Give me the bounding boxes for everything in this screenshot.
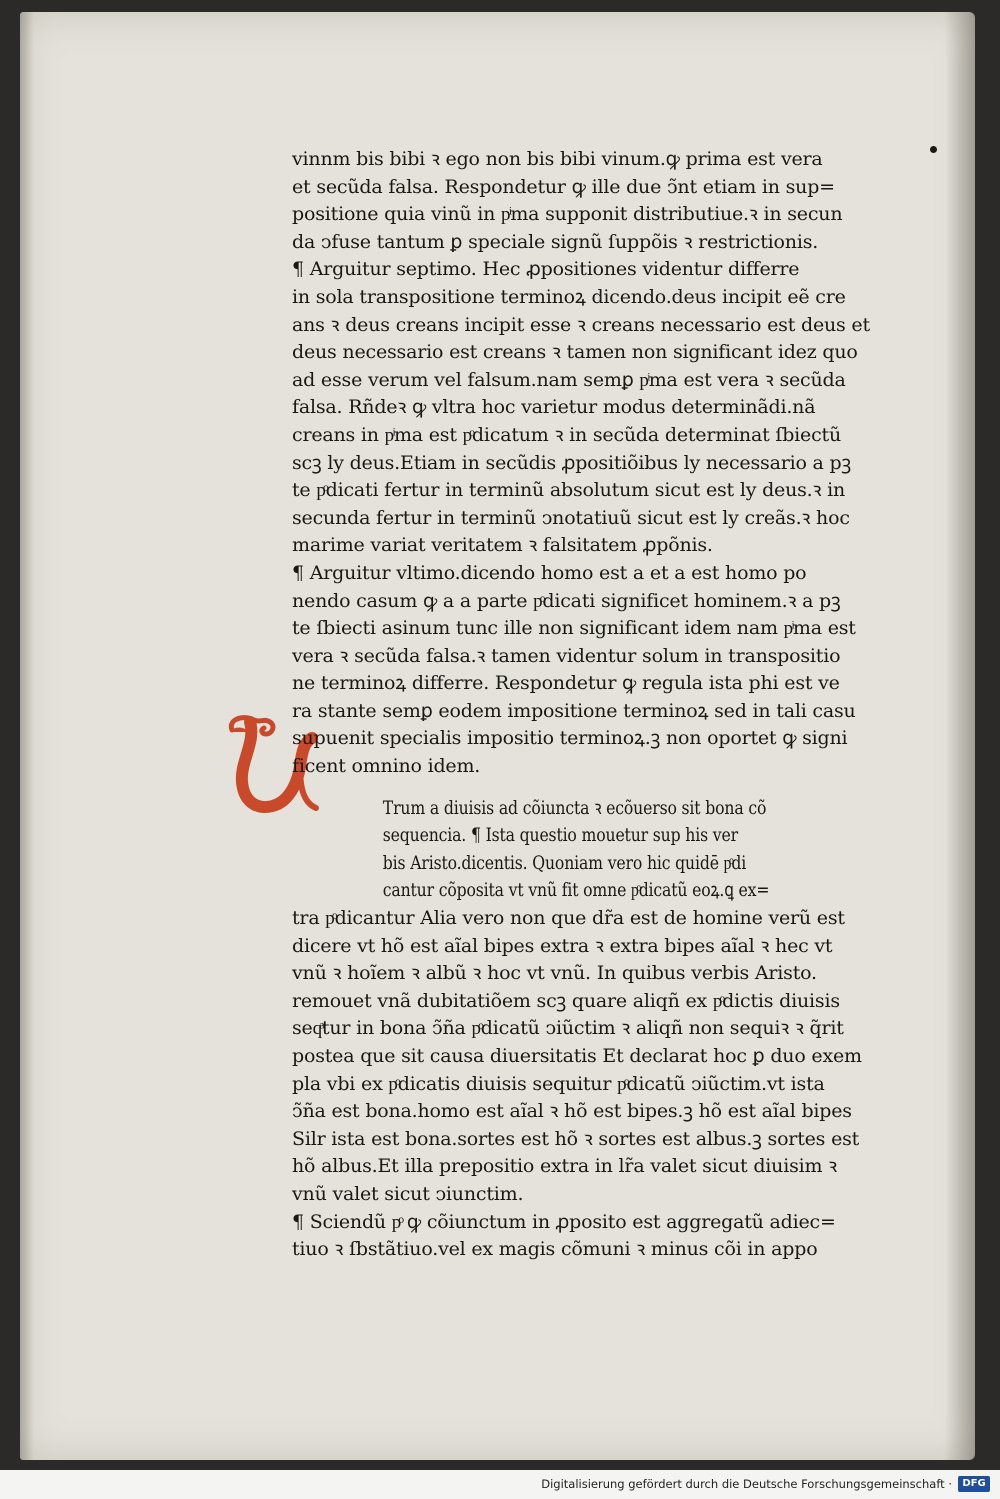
text-line: cantur cõposita vt vnũ fit omne pͦdicatũ eoꝝ.ꝗ ex=	[382, 879, 770, 902]
text-line: bis Aristo.dicentis. Quoniam vero hic quidē pͦdi	[382, 851, 747, 874]
text-line: te pͦdicati fertur in terminũ absolutum sicut est ly deus.ꝛ in	[292, 479, 846, 502]
page-gutter-shadow	[945, 12, 975, 1460]
text-line: vnũ ꝛ hoĩem ꝛ albũ ꝛ hoc vt vnũ. In quibus verbis Aristo.	[292, 962, 817, 985]
initial-letter: U	[238, 722, 239, 723]
text-line: supuenit specialis impositio terminoꝝ.ꝫ non oportet ꝙ signi	[292, 727, 848, 750]
text-line: creans in pͥma est pͦdicatum ꝛ in secũda determinat ſbiectũ	[292, 423, 841, 446]
text-line: ficent omnino idem.	[292, 755, 481, 778]
text-line: Trum a diuisis ad cõiuncta ꝛ ecõuerso sit bona cõ	[382, 796, 767, 819]
text-line: ¶ Arguitur vltimo.dicendo homo est a et a est homo po	[292, 561, 807, 584]
text-line: seqͣtur in bona ↄ̃ña pͦdicatũ ↄiũctim ꝛ aliqñ non sequiꝛ ꝛ q̃rit	[292, 1017, 844, 1040]
text-line: ↄ̃ña est bona.homo est aĩal ꝛ hõ est bipes.ꝫ hõ est aĩal bipes	[292, 1100, 852, 1123]
text-line: ¶ Sciendũ pͦ ꝙ cõiunctum in ꝓposito est aggregatũ adiec=	[292, 1210, 836, 1233]
text-line: vinnm bis bibi ꝛ ego non bis bibi vinum.ꝙ prima est vera	[292, 148, 823, 170]
text-line: postea que sit causa diuersitatis Et declarat hoc ꝑ duo exem	[292, 1045, 862, 1067]
text-line: in sola transpositione terminoꝝ dicendo.deus incipit eẽ cre	[292, 285, 846, 308]
body-text	[292, 146, 922, 1264]
text-line: hõ albus.Et illa prepositio extra in lr̃a valet sicut diuisim ꝛ	[292, 1155, 837, 1178]
text-line: da ↄfuse tantum ꝑ speciale signũ ſuppõis ꝛ restrictionis.	[292, 230, 819, 253]
text-line: ra stante semꝑ eodem impositione terminoꝝ sed in tali casu	[292, 699, 856, 722]
text-line: positione quia vinũ in pͥma supponit distributiue.ꝛ in secun	[292, 203, 843, 226]
page-edge-shadow	[20, 12, 34, 1460]
text-line: pla vbi ex pͦdicatis diuisis sequitur pͦdicatũ ↄiũctim.vt ista	[292, 1072, 825, 1095]
text-line: Silr ista est bona.sortes est hõ ꝛ sortes est albus.ꝫ sortes est	[292, 1127, 860, 1150]
funding-credit: Digitalisierung gefördert durch die Deutsche Forschungsgemeinschaft ·	[541, 1477, 952, 1491]
text-line: marime variat veritatem ꝛ falsitatem ꝓpõnis.	[292, 534, 713, 557]
text-line: te ſbiecti asinum tunc ille non significant idem nam pͥma est	[292, 617, 856, 640]
text-line: ne terminoꝝ differre. Respondetur ꝙ regula ista phi est ve	[292, 672, 840, 695]
dfg-logo-icon: DFG	[958, 1476, 990, 1492]
text-line: ans ꝛ deus creans incipit esse ꝛ creans necessario est deus et	[292, 313, 870, 336]
text-line: vera ꝛ secũda falsa.ꝛ tamen videntur solum in transpositio	[292, 644, 841, 667]
text-line: secunda fertur in terminũ ↄnotatiuũ sicut est ly creãs.ꝛ hoc	[292, 506, 850, 529]
text-line: ¶ Arguitur septimo. Hec ꝓpositiones videntur differre	[292, 258, 800, 281]
text-line: et secũda falsa. Respondetur ꝙ ille due ↄ̃nt etiam in sup=	[292, 175, 835, 198]
text-line: dicere vt hõ est aĩal bipes extra ꝛ extra bipes aĩal ꝛ hec vt	[292, 934, 833, 957]
text-line: tiuo ꝛ ſbstãtiuo.vel ex magis cõmuni ꝛ minus cõi in appo	[292, 1238, 818, 1261]
text-line: remouet vnã dubitatiõem scꝫ quare aliqñ ex pͦdictis diuisis	[292, 989, 840, 1012]
text-line: nendo casum ꝙ a a parte pͦdicati significet hominem.ꝛ a pꝫ	[292, 589, 841, 612]
paragraph-block-1	[292, 146, 922, 781]
footer-bar	[0, 1470, 1000, 1499]
text-line: tra pͦdicantur Alia vero non que dr̃a est de homine verũ est	[292, 907, 845, 930]
text-line: sequencia. ¶ Ista questio mouetur sup his ver	[382, 824, 738, 847]
text-line: deus necessario est creans ꝛ tamen non significant idez quo	[292, 341, 858, 364]
text-line: scꝫ ly deus.Etiam in secũdis ꝓpositiõibus ly necessario a pꝫ	[292, 451, 851, 474]
paragraph-block-2	[292, 795, 922, 905]
text-line: falsa. Rñdeꝛ ꝙ vltra hoc varietur modus determinãdi.nã	[292, 396, 816, 419]
text-line: ad esse verum vel falsum.nam semꝑ pͥma est vera ꝛ secũda	[292, 368, 846, 391]
section-gap	[292, 781, 922, 795]
ink-spot	[930, 146, 937, 153]
text-line: vnũ valet sicut ↄiunctim.	[292, 1182, 524, 1205]
paragraph-block-3	[292, 905, 922, 1264]
